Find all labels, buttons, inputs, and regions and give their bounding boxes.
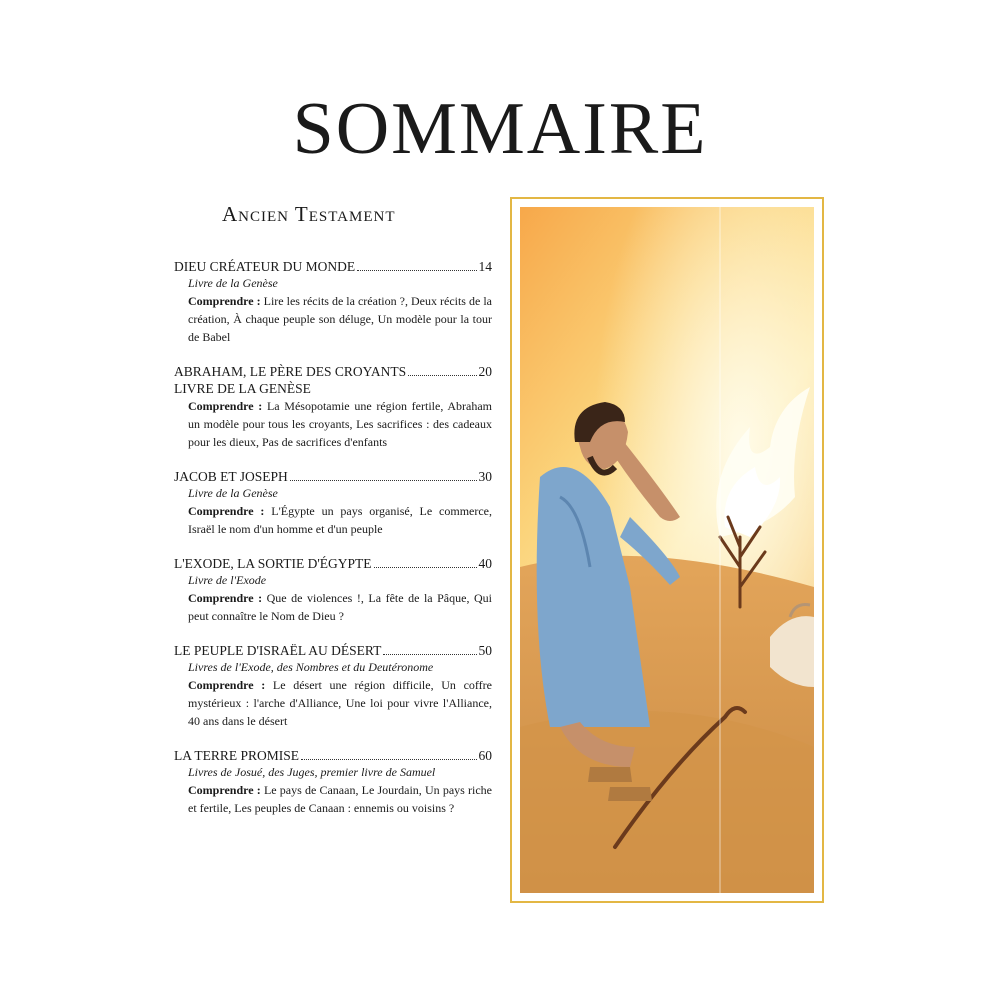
toc-entry[interactable] [174, 642, 492, 730]
entry-topics: Comprendre : La Mésopotamie une région fertile, Abraham un modèle pour tous les croyants, Les sacrifices : des cadeaux pour les dieux, Pas de sacrifices d'enfants [188, 399, 493, 449]
entry-page: 40 [478, 556, 492, 571]
entry-book: Livre de la Genèse [188, 276, 278, 290]
toc-entry[interactable] [174, 468, 492, 538]
entry-topics: Comprendre : L'Égypte un pays organisé, Le commerce, Israël le nom d'un homme et d'un peuple [188, 504, 492, 536]
illustration-frame [510, 197, 824, 903]
entry-title: L'EXODE, LA SORTIE D'ÉGYPTE [174, 556, 372, 571]
entry-title: LA TERRE PROMISE [174, 748, 300, 763]
dot-leader [357, 270, 476, 271]
entry-title: LE PEUPLE D'ISRAËL AU DÉSERT [174, 643, 382, 658]
page-title: SOMMAIRE [292, 88, 708, 170]
entry-book: LIVRE DE LA GENÈSE [174, 381, 311, 396]
entry-title: JACOB ET JOSEPH [174, 469, 288, 484]
table-of-contents [174, 258, 492, 834]
toc-entry[interactable] [174, 258, 492, 346]
toc-entry[interactable] [174, 747, 492, 817]
dot-leader [408, 375, 476, 376]
entry-page: 14 [478, 259, 492, 274]
entry-page: 20 [478, 364, 492, 379]
entry-book: Livre de l'Exode [188, 573, 267, 587]
dot-leader [374, 567, 477, 568]
entry-topics: Comprendre : Lire les récits de la création ?, Deux récits de la création, À chaque peuple son déluge, Un modèle pour la tour de Babel [188, 294, 493, 344]
entry-topics: Comprendre : Le pays de Canaan, Le Jourdain, Un pays riche et fertile, Les peuples de Canaan : ennemis ou voisins ? [188, 783, 493, 815]
entry-page: 30 [478, 469, 492, 484]
entry-topics: Comprendre : Le désert une région difficile, Un coffre mystérieux : l'arche d'Alliance, Une loi pour vivre l'Alliance, 40 ans dans le désert [188, 678, 492, 728]
entry-title: ABRAHAM, LE PÈRE DES CROYANTS [174, 364, 407, 379]
entry-book: Livre de la Genèse [188, 486, 278, 500]
dot-leader [301, 759, 476, 760]
entry-book: Livres de Josué, des Juges, premier livre de Samuel [188, 765, 436, 779]
dot-leader [383, 654, 476, 655]
entry-title: DIEU CRÉATEUR DU MONDE [174, 259, 356, 274]
section-heading: Ancien Testament [222, 202, 396, 226]
entry-topics: Comprendre : Que de violences !, La fête de la Pâque, Qui peut connaître le Nom de Dieu ? [188, 591, 492, 623]
moses-burning-bush-illustration [520, 207, 814, 893]
entry-book: Livres de l'Exode, des Nombres et du Deutéronome [188, 660, 434, 674]
toc-entry[interactable] [174, 363, 492, 451]
dot-leader [290, 480, 477, 481]
entry-page: 60 [478, 748, 492, 763]
entry-page: 50 [478, 643, 492, 658]
toc-entry[interactable] [174, 555, 492, 625]
